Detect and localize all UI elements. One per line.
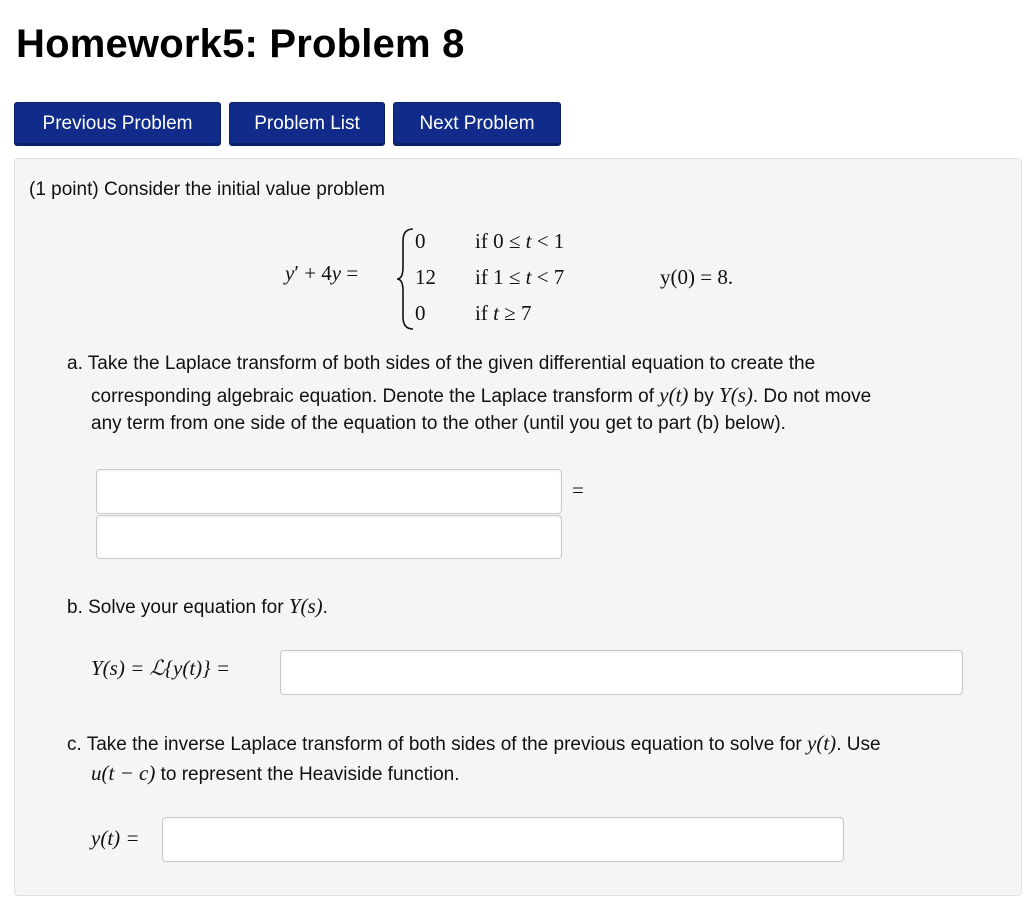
part-b-input[interactable] [280, 650, 963, 695]
part-b-label: Y(s) = ℒ{y(t)} = [91, 656, 230, 680]
case-3-value: 0 [415, 301, 426, 325]
part-a-lhs-input[interactable] [96, 469, 562, 514]
part-c-input[interactable] [162, 817, 844, 862]
lhs-y: y [285, 261, 295, 285]
case-2-value: 12 [415, 265, 436, 289]
part-b-text: b. Solve your equation for Y(s). [67, 594, 328, 618]
part-a-equals: = [572, 478, 584, 502]
lhs-plus-four: + 4 [304, 261, 332, 285]
lhs-equals: = [346, 261, 359, 285]
previous-problem-button[interactable]: Previous Problem [14, 102, 221, 146]
lhs-y2: y [331, 261, 342, 285]
initial-condition: y(0) = 8. [660, 265, 734, 289]
page-title: Homework5: Problem 8 [16, 22, 465, 66]
part-a-line1: a. Take the Laplace transform of both sides of the given differential equation to create the [67, 353, 816, 374]
part-a-rhs-input[interactable] [96, 515, 562, 559]
part-a-line3: any term from one side of the equation to the other (until you get to part (b) below). [91, 413, 786, 434]
next-problem-button[interactable]: Next Problem [393, 102, 561, 146]
problem-list-button[interactable]: Problem List [229, 102, 385, 146]
case-1-value: 0 [415, 229, 426, 253]
problem-nav [14, 102, 561, 146]
case-1-condition: if 0 ≤ t < 1 [475, 229, 565, 253]
problem-panel [14, 158, 1022, 896]
lhs-prime: ′ [294, 261, 299, 285]
part-c-line1: c. Take the inverse Laplace transform of both sides of the previous equation to solve for y(t). Use [67, 731, 881, 755]
left-brace [395, 227, 417, 331]
part-c-label: y(t) = [91, 826, 140, 850]
case-2-condition: if 1 ≤ t < 7 [475, 265, 565, 289]
problem-intro: (1 point) Consider the initial value problem [29, 179, 385, 200]
part-a-line2: corresponding algebraic equation. Denote the Laplace transform of y(t) by Y(s). Do not move [91, 383, 872, 407]
part-c-line2: u(t − c) to represent the Heaviside function. [91, 761, 460, 785]
case-3-condition: if t ≥ 7 [475, 301, 532, 325]
